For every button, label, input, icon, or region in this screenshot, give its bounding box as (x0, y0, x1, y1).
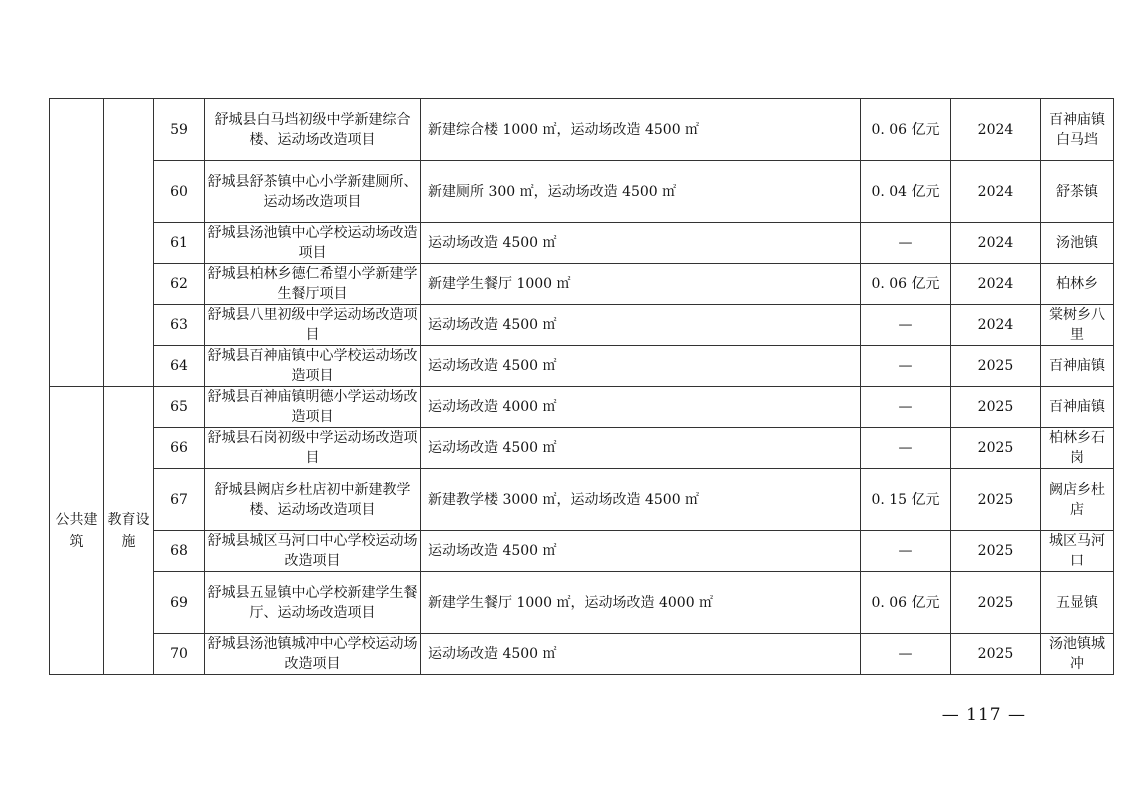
category-cell: 公共建筑 (50, 387, 104, 675)
project-content: 运动场改造 4500 ㎡ (421, 531, 861, 572)
investment: — (861, 428, 951, 469)
project-content: 新建综合楼 1000 ㎡，运动场改造 4500 ㎡ (421, 99, 861, 161)
year: 2025 (951, 346, 1041, 387)
row-number: 68 (154, 531, 205, 572)
table-row (50, 223, 1114, 264)
project-content: 运动场改造 4000 ㎡ (421, 387, 861, 428)
location: 汤池镇 (1041, 223, 1114, 264)
table-row (50, 572, 1114, 634)
project-name: 舒城县舒茶镇中心小学新建厕所、运动场改造项目 (205, 161, 421, 223)
project-name: 舒城县阙店乡杜店初中新建教学楼、运动场改造项目 (205, 469, 421, 531)
row-number: 70 (154, 634, 205, 675)
project-name: 舒城县城区马河口中心学校运动场改造项目 (205, 531, 421, 572)
row-number: 63 (154, 305, 205, 346)
location: 舒茶镇 (1041, 161, 1114, 223)
table-row (50, 99, 1114, 161)
project-content: 新建学生餐厅 1000 ㎡，运动场改造 4000 ㎡ (421, 572, 861, 634)
row-number: 62 (154, 264, 205, 305)
year: 2025 (951, 634, 1041, 675)
year: 2025 (951, 469, 1041, 531)
subcategory-cell: 教育设施 (104, 387, 154, 675)
row-number: 60 (154, 161, 205, 223)
investment: — (861, 346, 951, 387)
investment: 0. 06 亿元 (861, 572, 951, 634)
year: 2024 (951, 223, 1041, 264)
page-number: — 117 — (941, 705, 1026, 725)
year: 2025 (951, 531, 1041, 572)
row-number: 65 (154, 387, 205, 428)
table-row (50, 161, 1114, 223)
investment: 0. 04 亿元 (861, 161, 951, 223)
investment: — (861, 531, 951, 572)
project-name: 舒城县八里初级中学运动场改造项目 (205, 305, 421, 346)
table-row (50, 634, 1114, 675)
table-row (50, 264, 1114, 305)
project-table (49, 98, 1114, 675)
project-name: 舒城县汤池镇城冲中心学校运动场改造项目 (205, 634, 421, 675)
table-row (50, 387, 1114, 428)
location: 柏林乡 (1041, 264, 1114, 305)
table-row (50, 305, 1114, 346)
project-content: 运动场改造 4500 ㎡ (421, 346, 861, 387)
table-row (50, 469, 1114, 531)
year: 2025 (951, 428, 1041, 469)
project-name: 舒城县百神庙镇中心学校运动场改造项目 (205, 346, 421, 387)
row-number: 67 (154, 469, 205, 531)
investment: — (861, 305, 951, 346)
project-content: 运动场改造 4500 ㎡ (421, 634, 861, 675)
project-name: 舒城县白马垱初级中学新建综合楼、运动场改造项目 (205, 99, 421, 161)
row-number: 64 (154, 346, 205, 387)
project-name: 舒城县百神庙镇明德小学运动场改造项目 (205, 387, 421, 428)
year: 2025 (951, 572, 1041, 634)
project-content: 新建学生餐厅 1000 ㎡ (421, 264, 861, 305)
row-number: 66 (154, 428, 205, 469)
project-content: 新建教学楼 3000 ㎡，运动场改造 4500 ㎡ (421, 469, 861, 531)
project-name: 舒城县柏林乡德仁希望小学新建学生餐厅项目 (205, 264, 421, 305)
category-cell-empty (50, 99, 104, 387)
subcategory-cell-empty (104, 99, 154, 387)
table-row (50, 531, 1114, 572)
project-name: 舒城县汤池镇中心学校运动场改造项目 (205, 223, 421, 264)
investment: 0. 06 亿元 (861, 99, 951, 161)
year: 2024 (951, 161, 1041, 223)
location: 五显镇 (1041, 572, 1114, 634)
year: 2024 (951, 264, 1041, 305)
location: 百神庙镇 (1041, 346, 1114, 387)
project-content: 运动场改造 4500 ㎡ (421, 305, 861, 346)
location: 阙店乡杜店 (1041, 469, 1114, 531)
table-row (50, 346, 1114, 387)
year: 2024 (951, 305, 1041, 346)
table-row (50, 428, 1114, 469)
investment: — (861, 634, 951, 675)
project-content: 运动场改造 4500 ㎡ (421, 223, 861, 264)
investment: — (861, 387, 951, 428)
location: 棠树乡八里 (1041, 305, 1114, 346)
row-number: 59 (154, 99, 205, 161)
project-table-container (49, 98, 1105, 675)
year: 2025 (951, 387, 1041, 428)
project-content: 新建厕所 300 ㎡，运动场改造 4500 ㎡ (421, 161, 861, 223)
location: 城区马河口 (1041, 531, 1114, 572)
location: 汤池镇城冲 (1041, 634, 1114, 675)
row-number: 61 (154, 223, 205, 264)
investment: — (861, 223, 951, 264)
location: 百神庙镇 (1041, 387, 1114, 428)
project-name: 舒城县五显镇中心学校新建学生餐厅、运动场改造项目 (205, 572, 421, 634)
year: 2024 (951, 99, 1041, 161)
location: 柏林乡石岗 (1041, 428, 1114, 469)
project-content: 运动场改造 4500 ㎡ (421, 428, 861, 469)
project-name: 舒城县石岗初级中学运动场改造项目 (205, 428, 421, 469)
investment: 0. 15 亿元 (861, 469, 951, 531)
investment: 0. 06 亿元 (861, 264, 951, 305)
location: 百神庙镇白马垱 (1041, 99, 1114, 161)
row-number: 69 (154, 572, 205, 634)
